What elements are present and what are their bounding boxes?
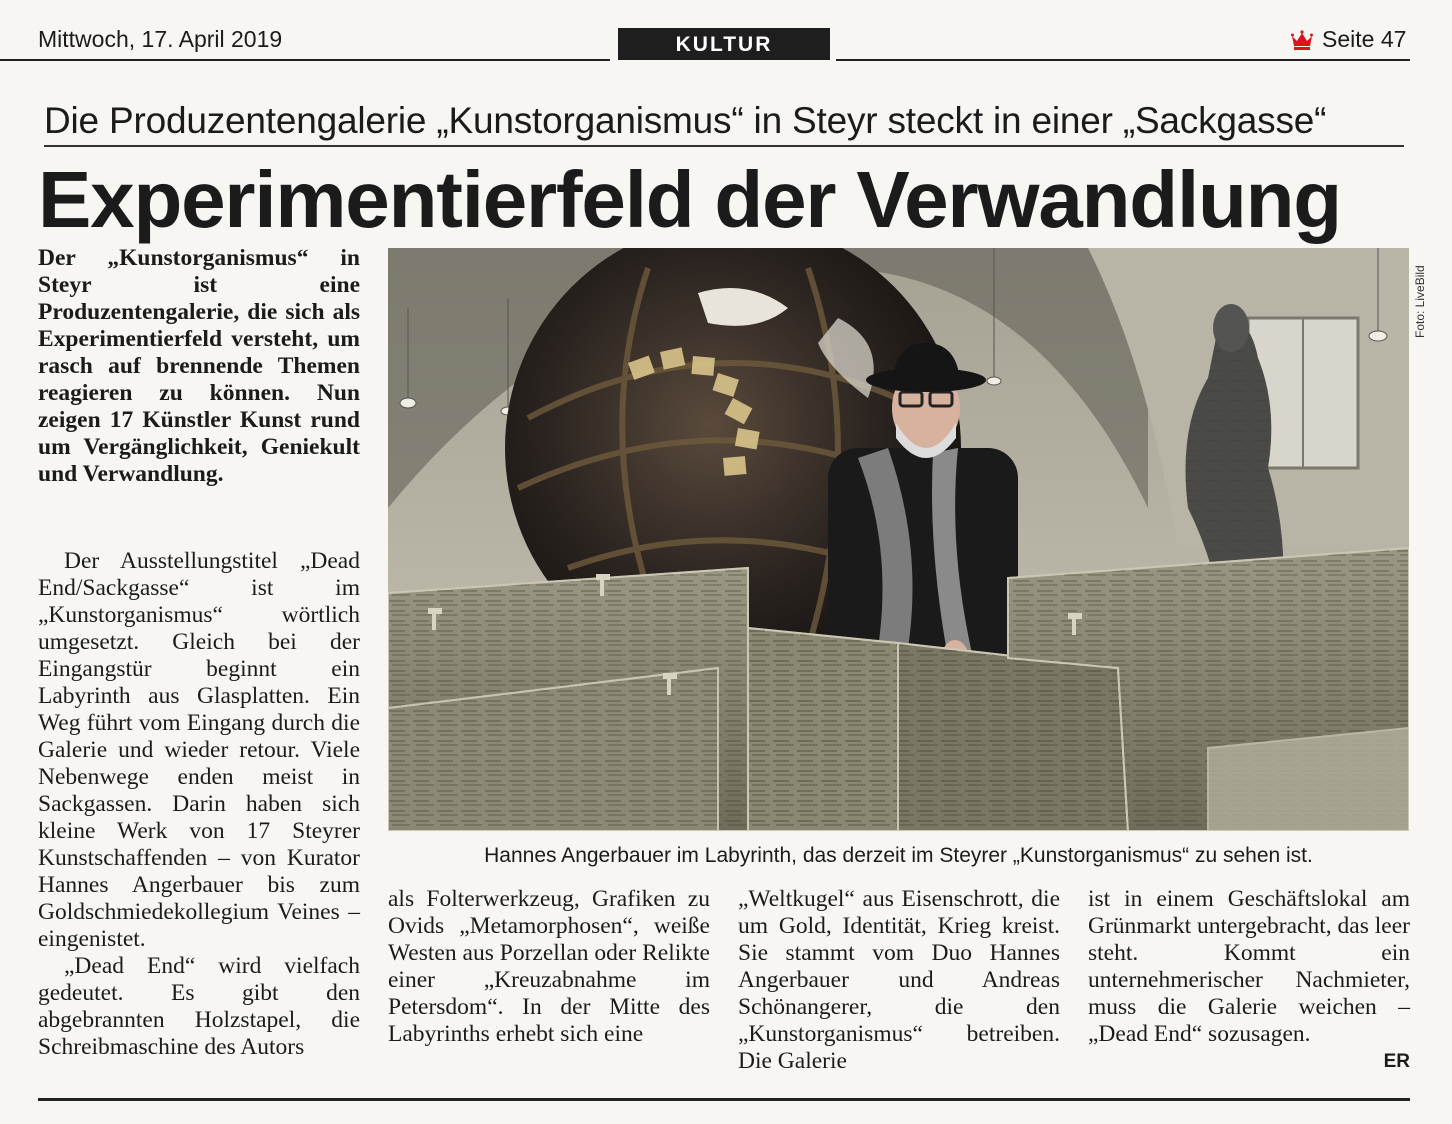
- body-paragraph: Der Ausstellungstitel „Dead End/Sackgasse“ ist im „Kunstorganismus“ wörtlich umgesetzt. Gleich bei der Eingangstür beginnt ein Labyrinth aus Glasplatten. Ein Weg führt vom Eingang durch die Galerie und wieder retour. Viele Nebenwege enden meist in Sackgassen. Darin haben sich kleine Werk von 17 Steyrer Kunstschaffenden – von Kurator Hannes Angerbauer bis zum Goldschmiedekollegium Veines – eingenistet.: [38, 548, 360, 952]
- article-photo: [388, 248, 1409, 831]
- headline: Experimentierfeld der Verwandlung: [38, 155, 1341, 244]
- photo-caption: Hannes Angerbauer im Labyrinth, das derzeit im Steyrer „Kunstorganismus“ zu sehen ist.: [484, 844, 1313, 867]
- body-paragraph: „Dead End“ wird vielfach gedeutet. Es gibt den abgebrannten Holzstapel, die Schreibmaschine des Autors: [38, 953, 360, 1060]
- gallery-photo-illustration: [388, 248, 1409, 831]
- crown-icon: [1291, 30, 1313, 50]
- lead-paragraph: [38, 245, 360, 488]
- body-paragraph: „Weltkugel“ aus Eisenschrott, die um Gold, Identität, Krieg kreist. Sie stammt vom Duo Hannes Angerbauer und Andreas Schönangerer, die den „Kunstorganismus“ betreiben. Die Galerie: [738, 886, 1060, 1074]
- bottom-rule: [38, 1098, 1410, 1101]
- issue-date: Mittwoch, 17. April 2019: [38, 26, 283, 52]
- body-paragraph: als Folterwerkzeug, Grafiken zu Ovids „Metamorphosen“, weiße Westen aus Porzellan oder Relikte einer „Kreuzabnahme im Petersdom“. In der Mitte des Labyrinths erhebt sich eine: [388, 886, 710, 1047]
- header-rule-right: [836, 59, 1410, 61]
- body-column-4: [1088, 886, 1410, 1075]
- author-initials: ER: [1383, 1051, 1410, 1072]
- kicker-rule: [44, 145, 1404, 147]
- page-number: Seite 47: [1322, 26, 1407, 52]
- body-column-1: [38, 548, 360, 1061]
- body-column-3: [738, 886, 1060, 1075]
- header-rule-left: [0, 59, 610, 61]
- body-paragraph: ist in einem Geschäftslokal am Grünmarkt untergebracht, das leer steht. Kommt ein unternehmerischer Nachmieter, muss die Galerie weichen – „Dead End“ sozusagen.: [1088, 886, 1410, 1047]
- section-label: KULTUR: [618, 28, 830, 60]
- body-column-2: [388, 886, 710, 1048]
- photo-credit: Foto: LiveBild: [1413, 265, 1427, 338]
- kicker: Die Produzentengalerie „Kunstorganismus“ in Steyr steckt in einer „Sackgasse“: [44, 100, 1327, 141]
- lead-text: Der „Kunstorganismus“ in Steyr ist eine Produzentengalerie, die sich als Experimentierfeld versteht, um rasch auf brennende Themen reagieren zu können. Nun zeigen 17 Künstler Kunst rund um Vergänglichkeit, Geniekult und Verwandlung.: [38, 245, 360, 487]
